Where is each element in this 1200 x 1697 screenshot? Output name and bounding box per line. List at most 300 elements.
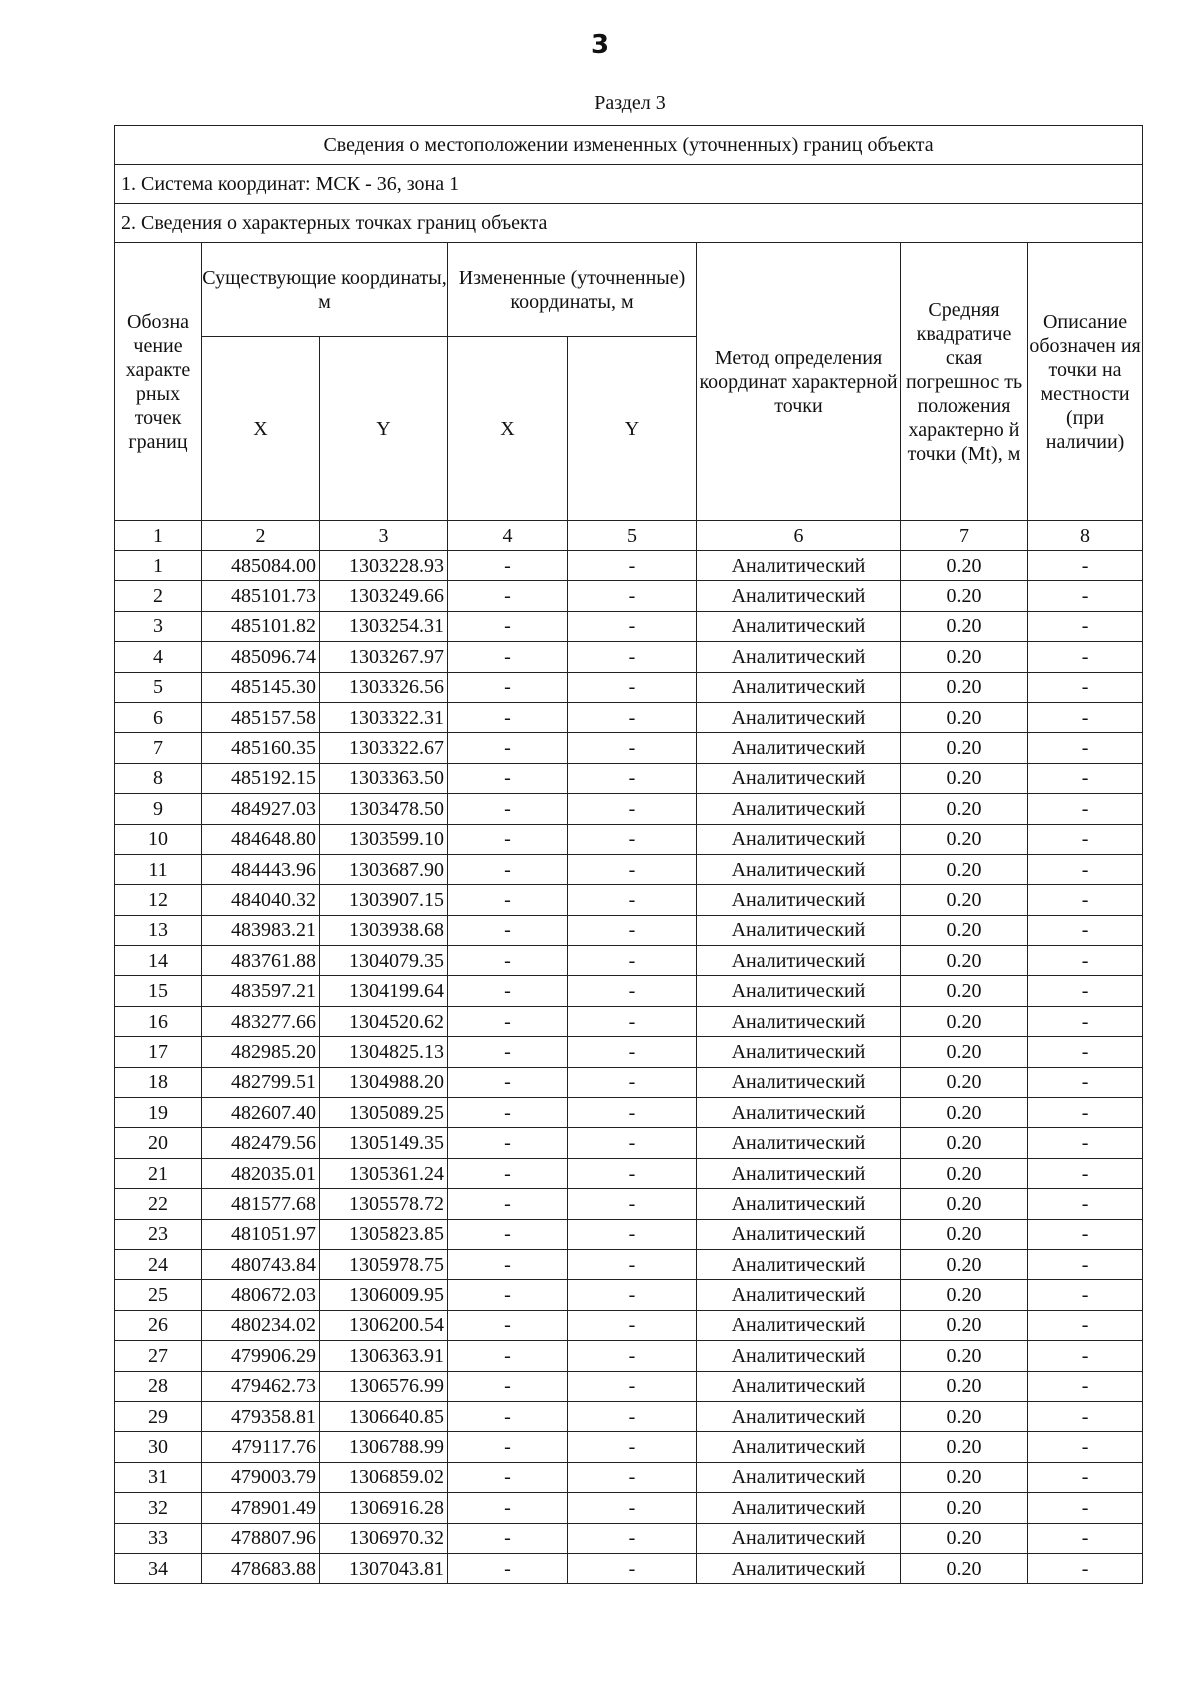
- cell-method: Аналитический: [697, 1219, 901, 1249]
- column-number: 3: [320, 521, 448, 551]
- cell-description: -: [1028, 1098, 1143, 1128]
- cell-method: Аналитический: [697, 885, 901, 915]
- cell-rms-error: 0.20: [901, 1158, 1028, 1188]
- cell-method: Аналитический: [697, 1341, 901, 1371]
- cell-rms-error: 0.20: [901, 824, 1028, 854]
- cell-method: Аналитический: [697, 551, 901, 581]
- cell-changed-y: -: [568, 1219, 697, 1249]
- cell-point-number: 31: [115, 1462, 202, 1492]
- table-row: [115, 885, 1143, 915]
- cell-rms-error: 0.20: [901, 1128, 1028, 1158]
- cell-changed-y: -: [568, 1432, 697, 1462]
- cell-point-number: 5: [115, 672, 202, 702]
- cell-existing-x: 484443.96: [202, 854, 320, 884]
- cell-method: Аналитический: [697, 581, 901, 611]
- cell-rms-error: 0.20: [901, 1432, 1028, 1462]
- cell-method: Аналитический: [697, 1493, 901, 1523]
- cell-existing-y: 1306363.91: [320, 1341, 448, 1371]
- table-row: [115, 1371, 1143, 1401]
- coordinates-table: [114, 125, 1143, 1584]
- table-row: [115, 581, 1143, 611]
- cell-existing-x: 479117.76: [202, 1432, 320, 1462]
- cell-changed-y: -: [568, 1462, 697, 1492]
- cell-changed-y: -: [568, 1341, 697, 1371]
- cell-rms-error: 0.20: [901, 1523, 1028, 1553]
- cell-existing-x: 485157.58: [202, 702, 320, 732]
- cell-changed-x: -: [448, 976, 568, 1006]
- cell-existing-y: 1303267.97: [320, 642, 448, 672]
- cell-existing-y: 1303478.50: [320, 794, 448, 824]
- cell-changed-x: -: [448, 1128, 568, 1158]
- cell-method: Аналитический: [697, 1462, 901, 1492]
- cell-changed-y: -: [568, 1493, 697, 1523]
- cell-existing-x: 483761.88: [202, 946, 320, 976]
- cell-existing-x: 482799.51: [202, 1067, 320, 1097]
- cell-changed-x: -: [448, 1249, 568, 1279]
- cell-changed-x: -: [448, 1462, 568, 1492]
- cell-method: Аналитический: [697, 1006, 901, 1036]
- column-number: 2: [202, 521, 320, 551]
- cell-changed-y: -: [568, 794, 697, 824]
- cell-rms-error: 0.20: [901, 702, 1028, 732]
- cell-description: -: [1028, 854, 1143, 884]
- cell-existing-y: 1306970.32: [320, 1523, 448, 1553]
- cell-existing-x: 485192.15: [202, 763, 320, 793]
- cell-existing-y: 1306788.99: [320, 1432, 448, 1462]
- cell-existing-x: 482035.01: [202, 1158, 320, 1188]
- cell-changed-x: -: [448, 702, 568, 732]
- table-row: [115, 946, 1143, 976]
- cell-rms-error: 0.20: [901, 1037, 1028, 1067]
- cell-changed-x: -: [448, 794, 568, 824]
- cell-changed-y: -: [568, 1189, 697, 1219]
- table-row: [115, 551, 1143, 581]
- cell-description: -: [1028, 1462, 1143, 1492]
- cell-existing-y: 1306859.02: [320, 1462, 448, 1492]
- cell-rms-error: 0.20: [901, 1189, 1028, 1219]
- cell-rms-error: 0.20: [901, 976, 1028, 1006]
- cell-point-number: 34: [115, 1553, 202, 1583]
- cell-changed-x: -: [448, 1037, 568, 1067]
- table-row: [115, 1432, 1143, 1462]
- cell-rms-error: 0.20: [901, 642, 1028, 672]
- cell-existing-x: 478683.88: [202, 1553, 320, 1583]
- cell-rms-error: 0.20: [901, 1493, 1028, 1523]
- cell-point-number: 24: [115, 1249, 202, 1279]
- cell-point-number: 12: [115, 885, 202, 915]
- header-method: Метод определения координат характерной точки: [697, 243, 901, 521]
- cell-point-number: 15: [115, 976, 202, 1006]
- cell-rms-error: 0.20: [901, 551, 1028, 581]
- cell-description: -: [1028, 946, 1143, 976]
- cell-changed-y: -: [568, 1401, 697, 1431]
- cell-point-number: 9: [115, 794, 202, 824]
- cell-existing-y: 1306009.95: [320, 1280, 448, 1310]
- cell-point-number: 7: [115, 733, 202, 763]
- cell-point-number: 17: [115, 1037, 202, 1067]
- cell-changed-y: -: [568, 1067, 697, 1097]
- cell-changed-y: -: [568, 1037, 697, 1067]
- cell-point-number: 23: [115, 1219, 202, 1249]
- cell-method: Аналитический: [697, 915, 901, 945]
- cell-method: Аналитический: [697, 946, 901, 976]
- cell-point-number: 33: [115, 1523, 202, 1553]
- cell-existing-x: 485145.30: [202, 672, 320, 702]
- cell-existing-x: 483277.66: [202, 1006, 320, 1036]
- cell-existing-x: 478901.49: [202, 1493, 320, 1523]
- table-row: [115, 763, 1143, 793]
- points-info-heading: 2. Сведения о характерных точках границ объекта: [115, 204, 1143, 243]
- cell-description: -: [1028, 1371, 1143, 1401]
- cell-changed-y: -: [568, 1249, 697, 1279]
- table-row: [115, 1219, 1143, 1249]
- cell-existing-x: 479358.81: [202, 1401, 320, 1431]
- table-row: [115, 1553, 1143, 1583]
- cell-method: Аналитический: [697, 1280, 901, 1310]
- cell-description: -: [1028, 611, 1143, 641]
- cell-description: -: [1028, 1401, 1143, 1431]
- cell-changed-x: -: [448, 915, 568, 945]
- cell-changed-x: -: [448, 1280, 568, 1310]
- table-row: [115, 1037, 1143, 1067]
- cell-changed-x: -: [448, 824, 568, 854]
- cell-changed-y: -: [568, 885, 697, 915]
- cell-changed-y: -: [568, 733, 697, 763]
- cell-description: -: [1028, 733, 1143, 763]
- cell-description: -: [1028, 1553, 1143, 1583]
- cell-existing-y: 1306576.99: [320, 1371, 448, 1401]
- cell-point-number: 26: [115, 1310, 202, 1340]
- cell-point-number: 8: [115, 763, 202, 793]
- cell-changed-x: -: [448, 1432, 568, 1462]
- cell-changed-x: -: [448, 1098, 568, 1128]
- cell-point-number: 30: [115, 1432, 202, 1462]
- cell-existing-y: 1303907.15: [320, 885, 448, 915]
- table-row: [115, 1493, 1143, 1523]
- table-row: [115, 1341, 1143, 1371]
- cell-method: Аналитический: [697, 1128, 901, 1158]
- column-number: 5: [568, 521, 697, 551]
- table-row: [115, 915, 1143, 945]
- cell-existing-x: 485084.00: [202, 551, 320, 581]
- cell-changed-x: -: [448, 1523, 568, 1553]
- cell-rms-error: 0.20: [901, 1341, 1028, 1371]
- cell-point-number: 11: [115, 854, 202, 884]
- cell-rms-error: 0.20: [901, 763, 1028, 793]
- cell-rms-error: 0.20: [901, 1219, 1028, 1249]
- cell-method: Аналитический: [697, 854, 901, 884]
- cell-changed-y: -: [568, 611, 697, 641]
- cell-existing-y: 1303322.67: [320, 733, 448, 763]
- cell-changed-x: -: [448, 1219, 568, 1249]
- cell-description: -: [1028, 672, 1143, 702]
- cell-rms-error: 0.20: [901, 1098, 1028, 1128]
- cell-point-number: 29: [115, 1401, 202, 1431]
- cell-description: -: [1028, 1432, 1143, 1462]
- cell-existing-x: 485096.74: [202, 642, 320, 672]
- cell-changed-x: -: [448, 672, 568, 702]
- cell-existing-y: 1305149.35: [320, 1128, 448, 1158]
- column-number: 7: [901, 521, 1028, 551]
- cell-method: Аналитический: [697, 642, 901, 672]
- header-changed-y: Y: [568, 337, 697, 521]
- cell-changed-y: -: [568, 854, 697, 884]
- cell-changed-x: -: [448, 1493, 568, 1523]
- cell-method: Аналитический: [697, 1098, 901, 1128]
- cell-changed-x: -: [448, 946, 568, 976]
- table-row: [115, 1098, 1143, 1128]
- cell-method: Аналитический: [697, 1067, 901, 1097]
- cell-description: -: [1028, 763, 1143, 793]
- cell-method: Аналитический: [697, 1037, 901, 1067]
- cell-rms-error: 0.20: [901, 1249, 1028, 1279]
- cell-existing-y: 1305578.72: [320, 1189, 448, 1219]
- table-row: [115, 794, 1143, 824]
- cell-point-number: 32: [115, 1493, 202, 1523]
- cell-rms-error: 0.20: [901, 733, 1028, 763]
- cell-changed-x: -: [448, 551, 568, 581]
- cell-changed-x: -: [448, 1006, 568, 1036]
- table-title: Сведения о местоположении измененных (уточненных) границ объекта: [115, 126, 1143, 165]
- cell-changed-x: -: [448, 1158, 568, 1188]
- cell-rms-error: 0.20: [901, 854, 1028, 884]
- cell-changed-y: -: [568, 672, 697, 702]
- table-row: [115, 1158, 1143, 1188]
- cell-point-number: 1: [115, 551, 202, 581]
- cell-changed-x: -: [448, 1067, 568, 1097]
- cell-changed-y: -: [568, 1158, 697, 1188]
- cell-point-number: 2: [115, 581, 202, 611]
- cell-rms-error: 0.20: [901, 1371, 1028, 1401]
- cell-point-number: 4: [115, 642, 202, 672]
- table-row: [115, 611, 1143, 641]
- column-number-row: [115, 521, 1143, 551]
- cell-point-number: 21: [115, 1158, 202, 1188]
- cell-point-number: 3: [115, 611, 202, 641]
- cell-existing-x: 482607.40: [202, 1098, 320, 1128]
- cell-rms-error: 0.20: [901, 1006, 1028, 1036]
- cell-existing-x: 479906.29: [202, 1341, 320, 1371]
- cell-existing-y: 1305089.25: [320, 1098, 448, 1128]
- cell-point-number: 25: [115, 1280, 202, 1310]
- cell-changed-y: -: [568, 702, 697, 732]
- table-row: [115, 1462, 1143, 1492]
- cell-description: -: [1028, 915, 1143, 945]
- cell-description: -: [1028, 1280, 1143, 1310]
- cell-existing-x: 480234.02: [202, 1310, 320, 1340]
- cell-method: Аналитический: [697, 794, 901, 824]
- cell-method: Аналитический: [697, 1189, 901, 1219]
- cell-point-number: 27: [115, 1341, 202, 1371]
- cell-description: -: [1028, 824, 1143, 854]
- cell-point-number: 19: [115, 1098, 202, 1128]
- cell-existing-y: 1303322.31: [320, 702, 448, 732]
- table-row: [115, 854, 1143, 884]
- cell-changed-x: -: [448, 854, 568, 884]
- cell-existing-x: 485101.73: [202, 581, 320, 611]
- cell-changed-y: -: [568, 1128, 697, 1158]
- cell-description: -: [1028, 1158, 1143, 1188]
- cell-method: Аналитический: [697, 1523, 901, 1553]
- cell-rms-error: 0.20: [901, 672, 1028, 702]
- header-existing-coords: Существующие координаты, м: [202, 243, 448, 337]
- cell-existing-y: 1307043.81: [320, 1553, 448, 1583]
- cell-description: -: [1028, 1037, 1143, 1067]
- cell-existing-x: 481577.68: [202, 1189, 320, 1219]
- cell-description: -: [1028, 1189, 1143, 1219]
- header-existing-y: Y: [320, 337, 448, 521]
- cell-description: -: [1028, 1310, 1143, 1340]
- cell-changed-x: -: [448, 1371, 568, 1401]
- table-row: [115, 702, 1143, 732]
- cell-existing-y: 1304825.13: [320, 1037, 448, 1067]
- table-row: [115, 1310, 1143, 1340]
- table-row: [115, 1249, 1143, 1279]
- cell-method: Аналитический: [697, 1310, 901, 1340]
- cell-existing-y: 1303687.90: [320, 854, 448, 884]
- cell-existing-x: 478807.96: [202, 1523, 320, 1553]
- cell-existing-y: 1304520.62: [320, 1006, 448, 1036]
- cell-rms-error: 0.20: [901, 885, 1028, 915]
- cell-method: Аналитический: [697, 1158, 901, 1188]
- cell-description: -: [1028, 1128, 1143, 1158]
- cell-point-number: 6: [115, 702, 202, 732]
- cell-changed-x: -: [448, 1189, 568, 1219]
- cell-point-number: 16: [115, 1006, 202, 1036]
- cell-existing-x: 483983.21: [202, 915, 320, 945]
- cell-description: -: [1028, 1006, 1143, 1036]
- cell-rms-error: 0.20: [901, 794, 1028, 824]
- cell-description: -: [1028, 1341, 1143, 1371]
- cell-changed-y: -: [568, 642, 697, 672]
- cell-method: Аналитический: [697, 1432, 901, 1462]
- cell-changed-x: -: [448, 885, 568, 915]
- cell-changed-y: -: [568, 1371, 697, 1401]
- cell-description: -: [1028, 1219, 1143, 1249]
- cell-description: -: [1028, 794, 1143, 824]
- header-changed-coords: Измененные (уточненные) координаты, м: [448, 243, 697, 337]
- cell-rms-error: 0.20: [901, 1553, 1028, 1583]
- cell-method: Аналитический: [697, 672, 901, 702]
- cell-existing-x: 479462.73: [202, 1371, 320, 1401]
- header-description: Описание обозначен ия точки на местности (при наличии): [1028, 243, 1143, 521]
- page-number: 3: [590, 30, 610, 60]
- cell-rms-error: 0.20: [901, 611, 1028, 641]
- cell-changed-y: -: [568, 976, 697, 1006]
- cell-changed-y: -: [568, 1310, 697, 1340]
- cell-point-number: 28: [115, 1371, 202, 1401]
- cell-description: -: [1028, 642, 1143, 672]
- cell-existing-x: 480743.84: [202, 1249, 320, 1279]
- cell-existing-x: 480672.03: [202, 1280, 320, 1310]
- cell-existing-x: 485101.82: [202, 611, 320, 641]
- cell-changed-y: -: [568, 1098, 697, 1128]
- cell-existing-y: 1303254.31: [320, 611, 448, 641]
- cell-existing-y: 1306640.85: [320, 1401, 448, 1431]
- cell-rms-error: 0.20: [901, 1462, 1028, 1492]
- cell-changed-x: -: [448, 733, 568, 763]
- cell-method: Аналитический: [697, 1553, 901, 1583]
- cell-method: Аналитический: [697, 702, 901, 732]
- column-number: 6: [697, 521, 901, 551]
- table-row: [115, 976, 1143, 1006]
- cell-changed-y: -: [568, 946, 697, 976]
- column-number: 1: [115, 521, 202, 551]
- cell-rms-error: 0.20: [901, 1401, 1028, 1431]
- cell-changed-x: -: [448, 763, 568, 793]
- cell-point-number: 18: [115, 1067, 202, 1097]
- cell-description: -: [1028, 702, 1143, 732]
- cell-changed-y: -: [568, 551, 697, 581]
- cell-existing-x: 482985.20: [202, 1037, 320, 1067]
- header-rms-error: Средняя квадратиче ская погрешнос ть положения характерно й точки (Mt), м: [901, 243, 1028, 521]
- table-row: [115, 1128, 1143, 1158]
- cell-method: Аналитический: [697, 1401, 901, 1431]
- header-existing-x: X: [202, 337, 320, 521]
- cell-existing-x: 484927.03: [202, 794, 320, 824]
- cell-rms-error: 0.20: [901, 1280, 1028, 1310]
- cell-description: -: [1028, 885, 1143, 915]
- cell-rms-error: 0.20: [901, 915, 1028, 945]
- cell-rms-error: 0.20: [901, 581, 1028, 611]
- cell-existing-y: 1304079.35: [320, 946, 448, 976]
- cell-changed-y: -: [568, 1523, 697, 1553]
- cell-description: -: [1028, 1523, 1143, 1553]
- cell-point-number: 14: [115, 946, 202, 976]
- cell-existing-y: 1303363.50: [320, 763, 448, 793]
- cell-existing-y: 1305361.24: [320, 1158, 448, 1188]
- cell-description: -: [1028, 551, 1143, 581]
- cell-changed-y: -: [568, 915, 697, 945]
- cell-changed-y: -: [568, 763, 697, 793]
- cell-existing-y: 1305978.75: [320, 1249, 448, 1279]
- cell-existing-x: 479003.79: [202, 1462, 320, 1492]
- section-label: Раздел 3: [594, 92, 666, 114]
- column-number: 4: [448, 521, 568, 551]
- cell-changed-x: -: [448, 611, 568, 641]
- table-row: [115, 1523, 1143, 1553]
- cell-changed-y: -: [568, 581, 697, 611]
- cell-existing-y: 1306916.28: [320, 1493, 448, 1523]
- cell-existing-x: 481051.97: [202, 1219, 320, 1249]
- cell-point-number: 10: [115, 824, 202, 854]
- header-point-designation: Обозна чение характе рных точек границ: [115, 243, 202, 521]
- cell-description: -: [1028, 1493, 1143, 1523]
- table-row: [115, 1401, 1143, 1431]
- table-row: [115, 1067, 1143, 1097]
- cell-point-number: 13: [115, 915, 202, 945]
- cell-method: Аналитический: [697, 611, 901, 641]
- cell-existing-x: 482479.56: [202, 1128, 320, 1158]
- cell-existing-y: 1303228.93: [320, 551, 448, 581]
- cell-existing-y: 1303326.56: [320, 672, 448, 702]
- table-row: [115, 1280, 1143, 1310]
- cell-changed-x: -: [448, 642, 568, 672]
- cell-changed-x: -: [448, 1310, 568, 1340]
- cell-changed-y: -: [568, 824, 697, 854]
- cell-point-number: 22: [115, 1189, 202, 1219]
- cell-existing-x: 484648.80: [202, 824, 320, 854]
- cell-changed-y: -: [568, 1280, 697, 1310]
- column-number: 8: [1028, 521, 1143, 551]
- cell-method: Аналитический: [697, 733, 901, 763]
- table-row: [115, 824, 1143, 854]
- cell-existing-x: 484040.32: [202, 885, 320, 915]
- cell-changed-y: -: [568, 1553, 697, 1583]
- cell-method: Аналитический: [697, 1371, 901, 1401]
- cell-existing-y: 1306200.54: [320, 1310, 448, 1340]
- cell-existing-x: 485160.35: [202, 733, 320, 763]
